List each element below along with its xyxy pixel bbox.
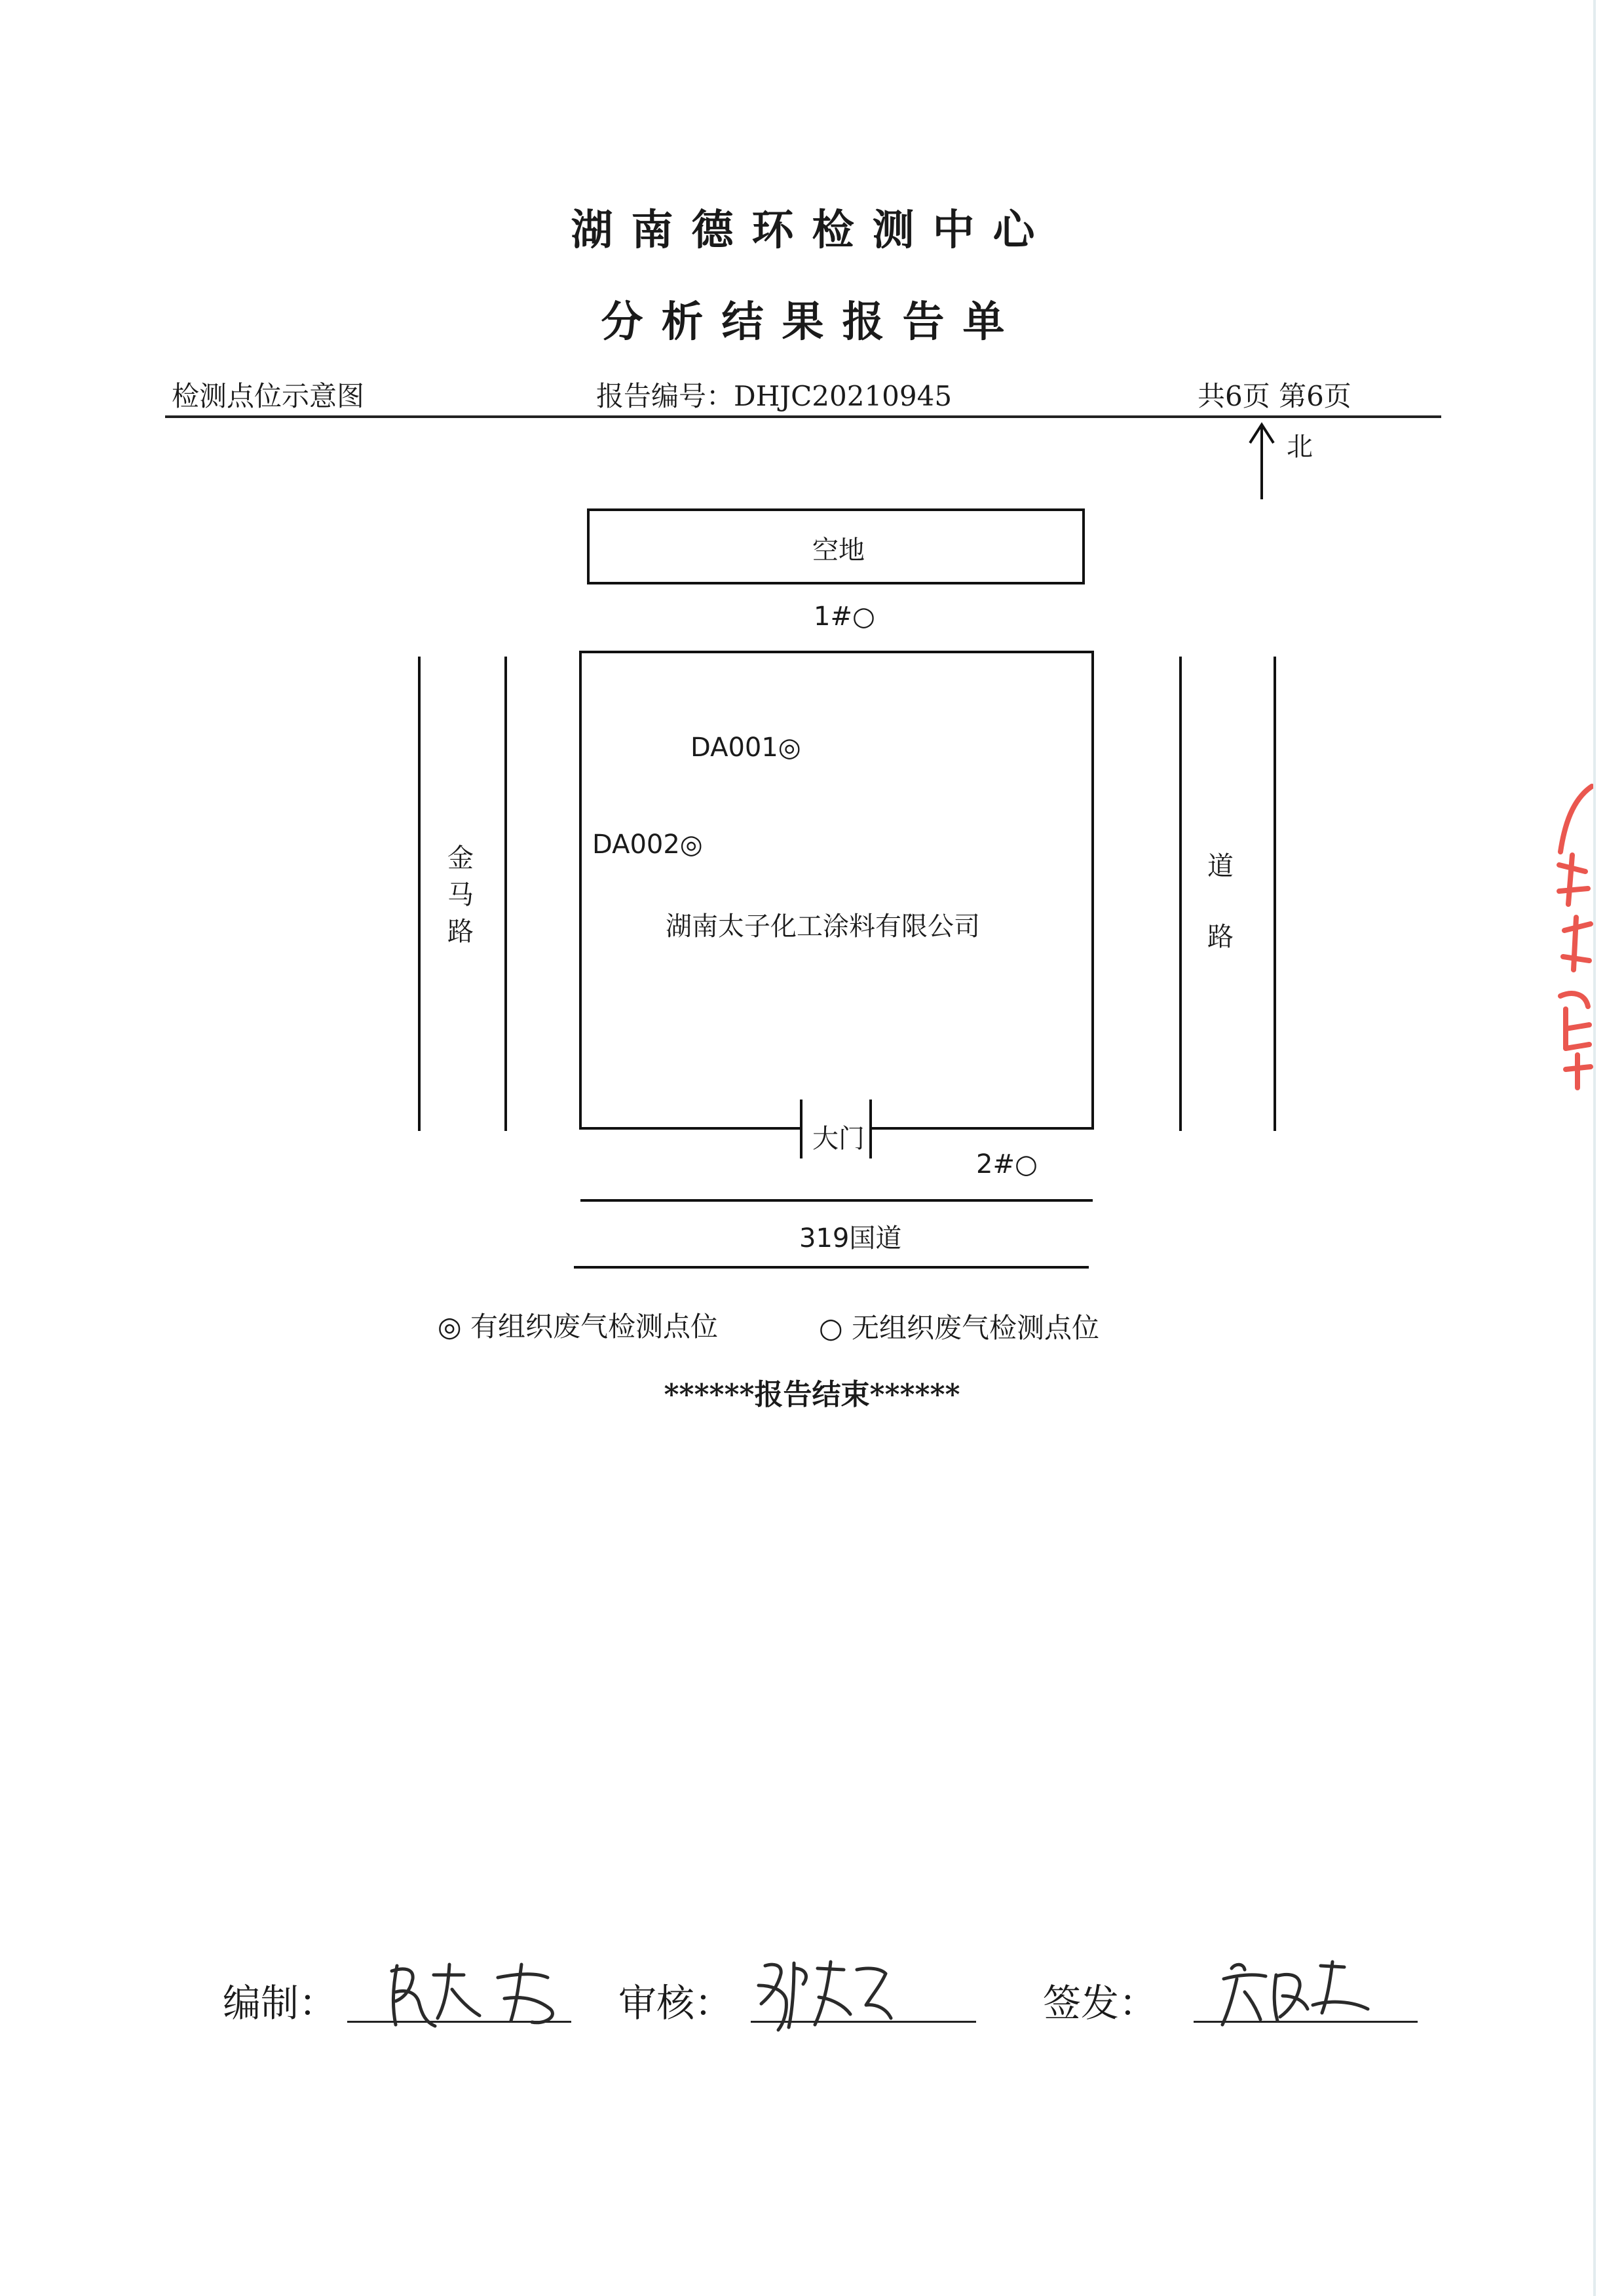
monitoring-point-da002: DA002◎	[592, 830, 703, 860]
gate-label: 大门	[812, 1124, 865, 1154]
issued-signature	[1222, 1962, 1368, 2025]
legend-organized: ◎ 有组织废气检测点位	[438, 1311, 718, 1343]
section-label: 检测点位示意图	[172, 380, 365, 412]
issued-label: 签发：	[1043, 1981, 1158, 2025]
reviewed-label: 审核：	[618, 1981, 733, 2025]
compiled-signature	[392, 1964, 552, 2026]
scan-border	[1593, 0, 1596, 2296]
official-stamp-fragment	[1546, 773, 1593, 1101]
document-title: 分析结果报告单	[601, 297, 1023, 347]
east-road-label: 道 路	[1207, 851, 1234, 952]
legend-unorganized: ○ 无组织废气检测点位	[819, 1312, 1099, 1344]
reviewed-signature	[759, 1962, 891, 2030]
monitoring-point-da001: DA001◎	[690, 733, 801, 763]
company-name: 湖南太子化工涂料有限公司	[666, 911, 980, 942]
report-number: 报告编号：DHJC20210945	[596, 380, 953, 412]
monitoring-point-1: 1#○	[814, 602, 875, 632]
open-land-label: 空地	[812, 535, 865, 565]
monitoring-point-2: 2#○	[976, 1149, 1038, 1179]
report-end-text: ******报告结束******	[664, 1378, 960, 1411]
page-info: 共6页 第6页	[1198, 380, 1351, 412]
north-label: 北	[1287, 432, 1313, 462]
south-road-label: 319国道	[799, 1223, 902, 1253]
compiled-label: 编制：	[223, 1981, 337, 2025]
west-road-label: 金 马 路	[447, 843, 474, 947]
organization-title: 湖南德环检测中心	[571, 206, 1053, 255]
